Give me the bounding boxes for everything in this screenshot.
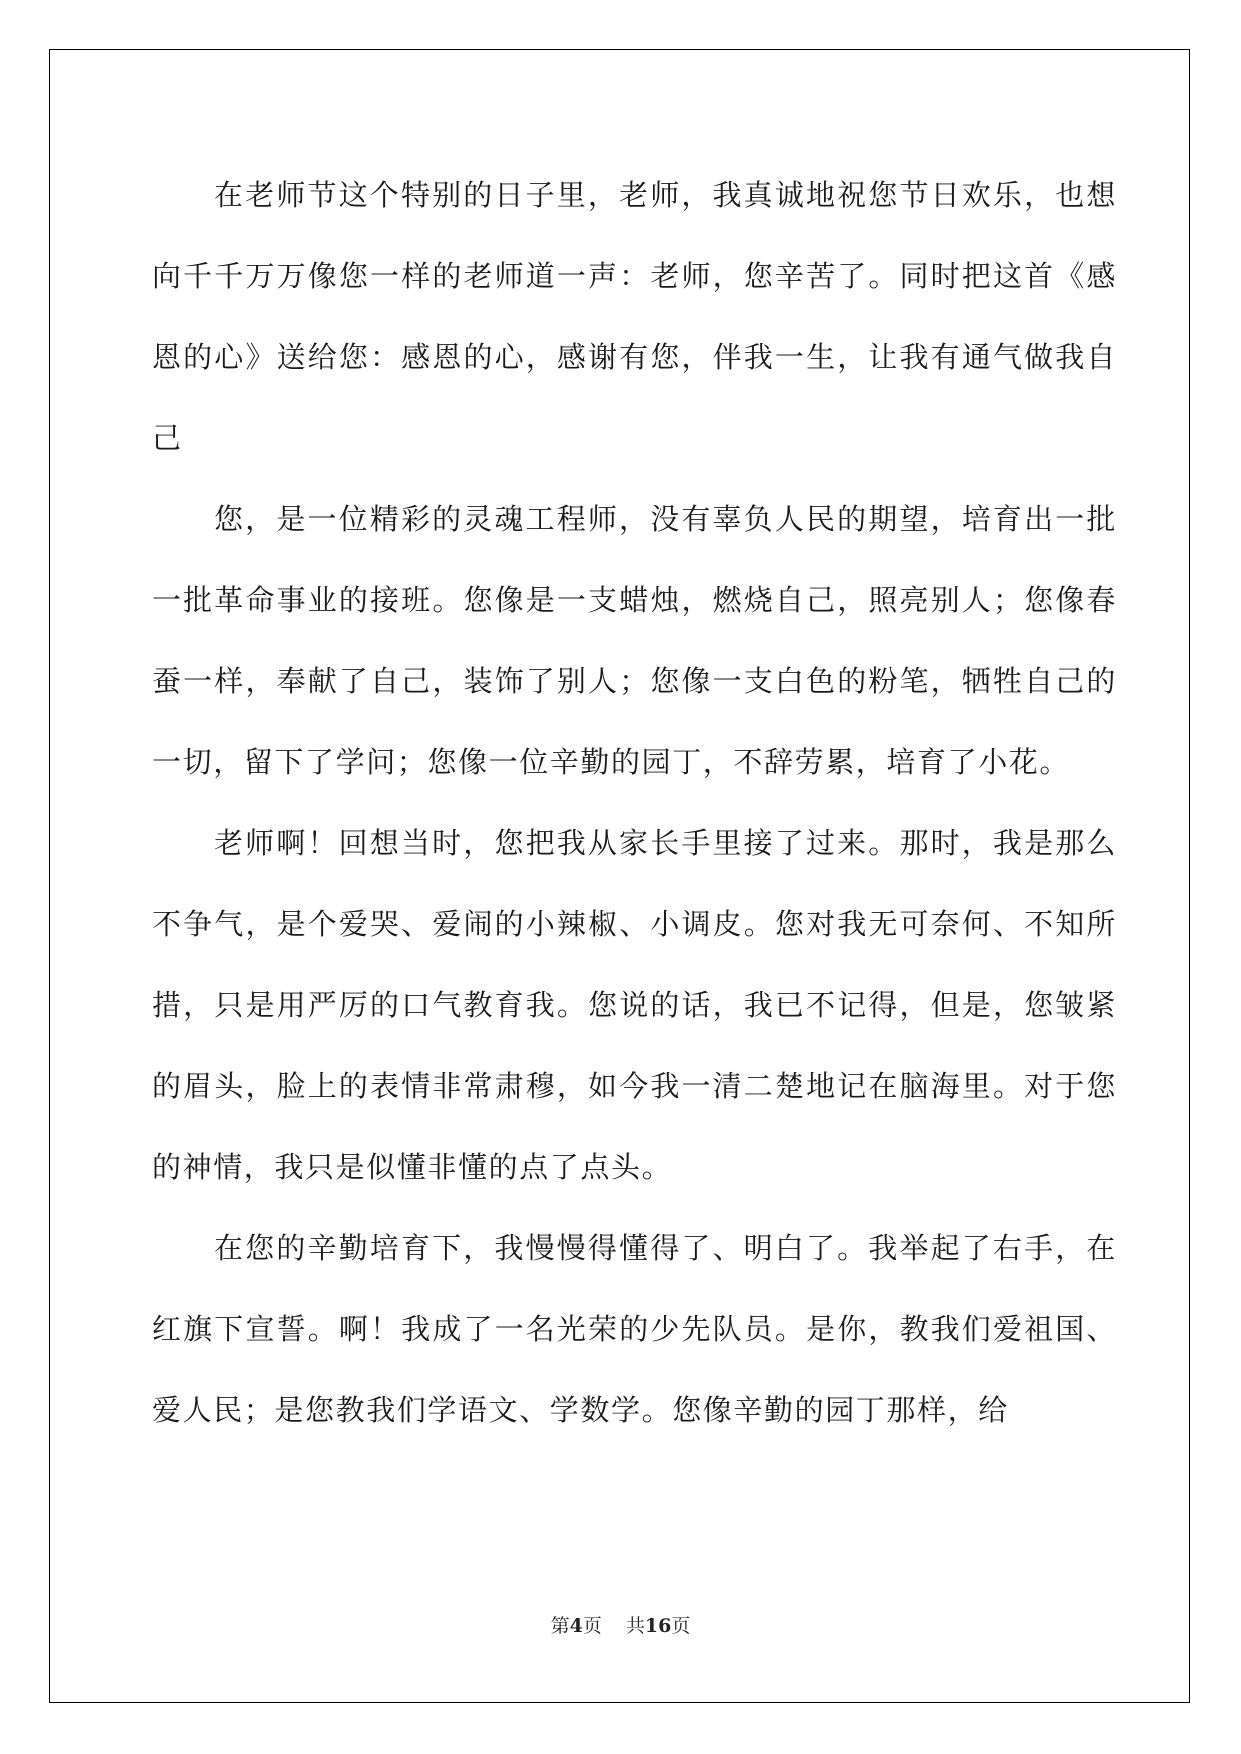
paragraph-3: 老师啊！回想当时，您把我从家长手里接了过来。那时，我是那么不争气，是个爱哭、爱闹的小辣椒、小调皮。您对我无可奈何、不知所措，只是用严厉的口气教育我。您说的话，我已不记得，但是，您皱紧的眉头，脸上的表情非常肃穆，如今我一清二楚地记在脑海里。对于您的神情，我只是似懂非懂的点了点头。 bbox=[152, 826, 1117, 1184]
page-number-prefix: 第 bbox=[550, 1615, 570, 1637]
current-page-number: 4 bbox=[569, 1615, 583, 1637]
paragraph-4: 在您的辛勤培育下，我慢慢得懂得了、明白了。我举起了右手，在红旗下宣誓。啊！我成了一名光荣的少先队员。是你，教我们爱祖国、爱人民；是您教我们学语文、学数学。您像辛勤的园丁那样，给 bbox=[152, 1231, 1117, 1427]
total-pages-number: 16 bbox=[644, 1615, 672, 1637]
document-body bbox=[152, 155, 1117, 1451]
paragraph-1: 在老师节这个特别的日子里，老师，我真诚地祝您节日欢乐，也想向千千万万像您一样的老师道一声：老师，您辛苦了。同时把这首《感恩的心》送给您：感恩的心，感谢有您，伴我一生，让我有通气做我自己 bbox=[152, 178, 1117, 455]
paragraph-2: 您，是一位精彩的灵魂工程师，没有辜负人民的期望，培育出一批一批革命事业的接班。您像是一支蜡烛，燃烧自己，照亮别人；您像春蚕一样，奉献了自己，装饰了别人；您像一支白色的粉笔，牺牲自己的一切，留下了学问；您像一位辛勤的园丁，不辞劳累，培育了小花。 bbox=[152, 502, 1117, 779]
total-pages-prefix: 共 bbox=[625, 1615, 645, 1637]
total-pages-suffix: 页 bbox=[671, 1615, 691, 1637]
page-footer bbox=[0, 1611, 1241, 1638]
page-number-suffix: 页 bbox=[582, 1615, 602, 1637]
